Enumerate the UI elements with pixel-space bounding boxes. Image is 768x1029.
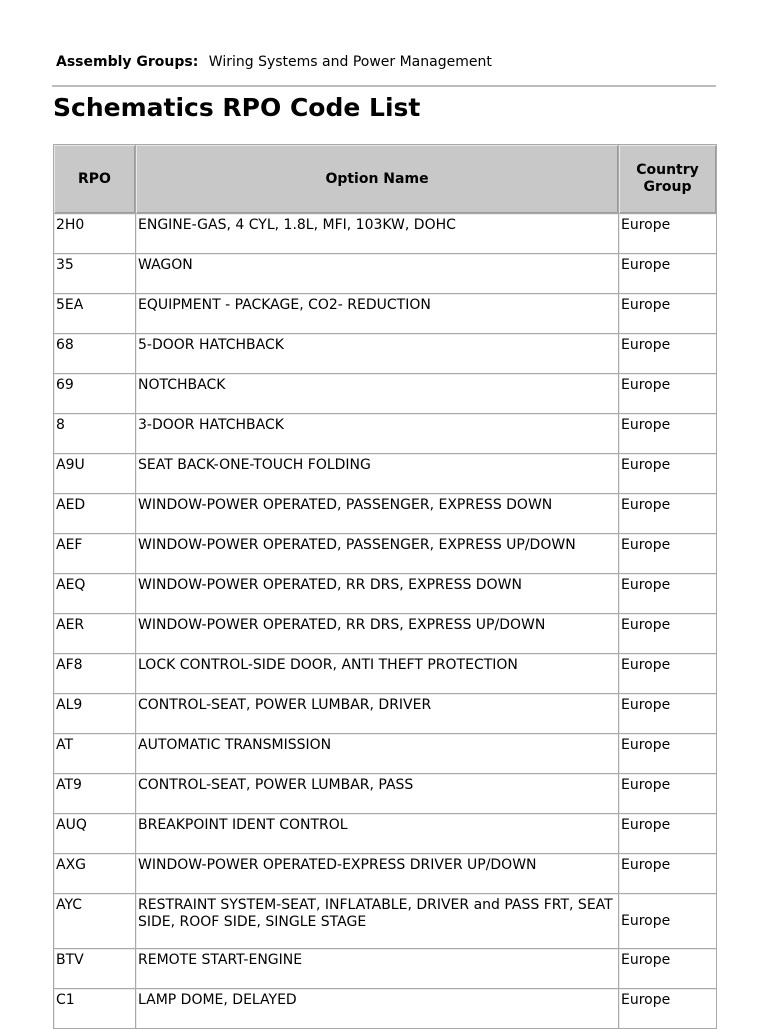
table-row <box>54 494 717 534</box>
table-row <box>54 414 717 454</box>
column-header-rpo: RPO <box>54 145 136 214</box>
option-name-cell: AUTOMATIC TRANSMISSION <box>136 734 619 774</box>
country-cell: Europe <box>619 989 717 1029</box>
table-row <box>54 894 717 949</box>
table-row <box>54 694 717 734</box>
country-cell: Europe <box>619 694 717 734</box>
table-body <box>54 214 717 1029</box>
country-header-line1: Country <box>636 162 699 178</box>
header-divider <box>52 85 716 87</box>
rpo-cell: 2H0 <box>54 214 136 254</box>
table-row <box>54 574 717 614</box>
option-name-cell: WINDOW-POWER OPERATED, PASSENGER, EXPRESS DOWN <box>136 494 619 534</box>
table-row <box>54 654 717 694</box>
column-header-option-name: Option Name <box>136 145 619 214</box>
option-name-cell: LOCK CONTROL-SIDE DOOR, ANTI THEFT PROTECTION <box>136 654 619 694</box>
option-name-cell: ENGINE-GAS, 4 CYL, 1.8L, MFI, 103KW, DOHC <box>136 214 619 254</box>
country-cell: Europe <box>619 294 717 334</box>
option-name-cell: CONTROL-SEAT, POWER LUMBAR, DRIVER <box>136 694 619 734</box>
table-row <box>54 294 717 334</box>
country-cell: Europe <box>619 454 717 494</box>
rpo-cell: AXG <box>54 854 136 894</box>
option-name-cell: RESTRAINT SYSTEM-SEAT, INFLATABLE, DRIVER and PASS FRT, SEAT SIDE, ROOF SIDE, SINGLE STAGE <box>136 894 619 949</box>
country-cell: Europe <box>619 334 717 374</box>
option-name-cell: EQUIPMENT - PACKAGE, CO2- REDUCTION <box>136 294 619 334</box>
table-row <box>54 814 717 854</box>
table-row <box>54 734 717 774</box>
rpo-cell: 35 <box>54 254 136 294</box>
country-cell: Europe <box>619 654 717 694</box>
rpo-cell: AF8 <box>54 654 136 694</box>
table-row <box>54 854 717 894</box>
rpo-code-table <box>53 144 717 1029</box>
table-row <box>54 254 717 294</box>
country-cell: Europe <box>619 734 717 774</box>
option-name-cell: WINDOW-POWER OPERATED, RR DRS, EXPRESS DOWN <box>136 574 619 614</box>
rpo-cell: AYC <box>54 894 136 949</box>
option-name-cell: WINDOW-POWER OPERATED, RR DRS, EXPRESS UP/DOWN <box>136 614 619 654</box>
rpo-cell: 69 <box>54 374 136 414</box>
option-name-cell: WAGON <box>136 254 619 294</box>
country-cell: Europe <box>619 374 717 414</box>
page-title: Schematics RPO Code List <box>53 93 421 122</box>
assembly-groups-line <box>56 54 492 70</box>
country-cell: Europe <box>619 814 717 854</box>
table-row <box>54 949 717 989</box>
rpo-cell: BTV <box>54 949 136 989</box>
table-row <box>54 534 717 574</box>
country-cell: Europe <box>619 534 717 574</box>
rpo-cell: 68 <box>54 334 136 374</box>
table-row <box>54 374 717 414</box>
rpo-cell: 8 <box>54 414 136 454</box>
table-row <box>54 454 717 494</box>
table-row <box>54 614 717 654</box>
country-cell: Europe <box>619 574 717 614</box>
option-name-cell: SEAT BACK-ONE-TOUCH FOLDING <box>136 454 619 494</box>
assembly-groups-label: Assembly Groups: <box>56 54 199 70</box>
table-row <box>54 334 717 374</box>
assembly-groups-value: Wiring Systems and Power Management <box>208 54 492 70</box>
country-cell: Europe <box>619 214 717 254</box>
country-cell: Europe <box>619 614 717 654</box>
table-row <box>54 989 717 1029</box>
rpo-cell: AT <box>54 734 136 774</box>
rpo-cell: AER <box>54 614 136 654</box>
country-cell: Europe <box>619 414 717 454</box>
country-cell: Europe <box>619 254 717 294</box>
option-name-cell: NOTCHBACK <box>136 374 619 414</box>
option-name-cell: WINDOW-POWER OPERATED-EXPRESS DRIVER UP/DOWN <box>136 854 619 894</box>
table-header-row <box>54 145 717 214</box>
rpo-cell: AEQ <box>54 574 136 614</box>
column-header-country-group <box>619 145 717 214</box>
country-cell: Europe <box>619 494 717 534</box>
country-cell: Europe <box>619 854 717 894</box>
rpo-cell: AL9 <box>54 694 136 734</box>
rpo-cell: AED <box>54 494 136 534</box>
rpo-cell: AT9 <box>54 774 136 814</box>
option-name-cell: REMOTE START-ENGINE <box>136 949 619 989</box>
option-name-cell: CONTROL-SEAT, POWER LUMBAR, PASS <box>136 774 619 814</box>
option-name-cell: 3-DOOR HATCHBACK <box>136 414 619 454</box>
option-name-cell: WINDOW-POWER OPERATED, PASSENGER, EXPRESS UP/DOWN <box>136 534 619 574</box>
country-cell: Europe <box>619 774 717 814</box>
rpo-cell: AUQ <box>54 814 136 854</box>
table-row <box>54 214 717 254</box>
table-row <box>54 774 717 814</box>
country-cell: Europe <box>619 949 717 989</box>
rpo-cell: AEF <box>54 534 136 574</box>
rpo-cell: A9U <box>54 454 136 494</box>
rpo-cell: C1 <box>54 989 136 1029</box>
option-name-cell: LAMP DOME, DELAYED <box>136 989 619 1029</box>
option-name-cell: 5-DOOR HATCHBACK <box>136 334 619 374</box>
option-name-cell: BREAKPOINT IDENT CONTROL <box>136 814 619 854</box>
rpo-cell: 5EA <box>54 294 136 334</box>
country-header-line2: Group <box>643 179 692 195</box>
country-cell: Europe <box>619 894 717 949</box>
